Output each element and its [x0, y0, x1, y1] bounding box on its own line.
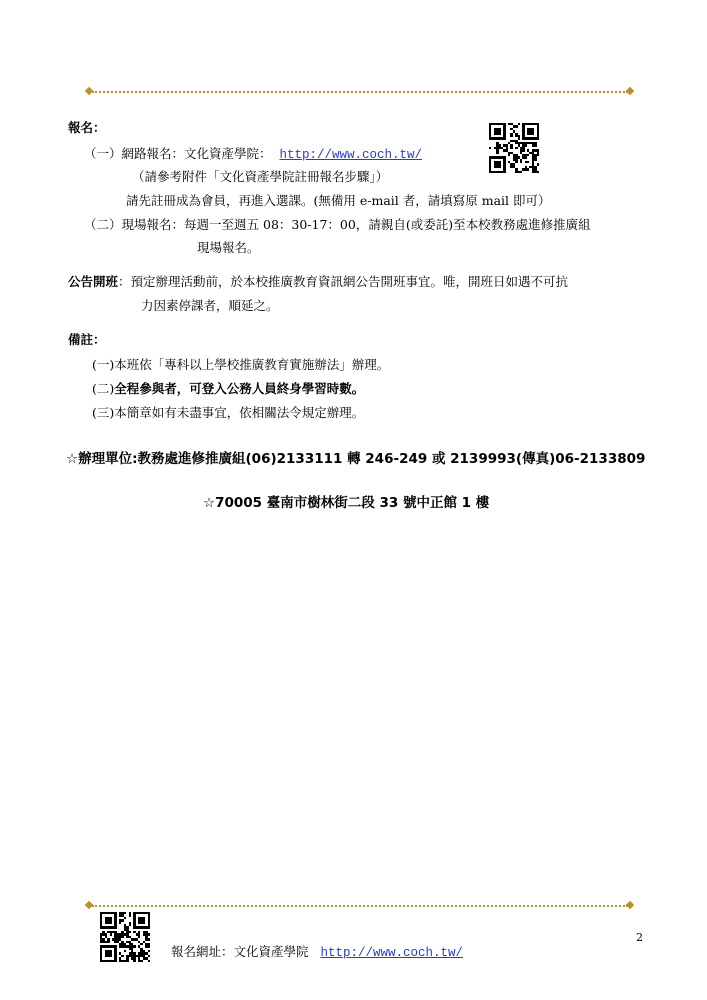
registration-url-link[interactable]: http://www.coch.tw/ — [279, 148, 423, 162]
registration-heading: 報名： — [68, 120, 106, 135]
announcement-text-1: 預定辦理活動前，於本校推廣教育資訊網公告開班事宜。唯，開班日如遇不可抗 — [130, 274, 569, 289]
announcement-line-1 — [68, 272, 568, 290]
contact-text: 辦理單位:教務處進修推廣組(06)2133111 轉 246-249 或 2139993(傳真)06-2133809 — [78, 451, 646, 467]
remarks-item-1: (一)本班依「專科以上學校推廣教育實施辦法」辦理。 — [92, 357, 390, 372]
item-2-text: 現場報名：每週一至週五 08：30-17：00，請親自(或委託)至本校教務處進修推廣組 — [121, 217, 591, 232]
remarks-item-2-prefix: (二) — [92, 381, 115, 396]
registration-item-2-cont: 現場報名。 — [197, 240, 260, 255]
remarks-heading: 備註： — [68, 332, 106, 347]
item-1-text: 網路報名：文化資產學院： — [121, 146, 272, 161]
footer-qr-code-icon — [100, 912, 150, 962]
contact-line — [66, 447, 645, 467]
announcement-colon: ： — [118, 274, 131, 289]
address-star-icon: ☆ — [203, 495, 216, 511]
remarks-item-2-bold: 全程參與者，可登入公務人員終身學習時數。 — [114, 381, 365, 396]
registration-item-1-note-1: （請參考附件「文化資產學院註冊報名步驟」） — [132, 169, 389, 184]
footer-divider — [92, 905, 628, 907]
footer-line — [171, 942, 463, 960]
item-1-prefix: （一） — [84, 146, 122, 161]
registration-item-1 — [84, 144, 422, 162]
announcement-label: 公告開班 — [68, 274, 119, 289]
footer-url-link[interactable]: http://www.coch.tw/ — [320, 946, 464, 960]
page-number: 2 — [636, 931, 643, 944]
remarks-item-2 — [92, 379, 364, 397]
qr-code-icon — [489, 123, 539, 173]
footer-label: 報名網址：文化資產學院 — [171, 944, 309, 959]
address-line — [203, 491, 489, 511]
announcement-line-2: 力因素停課者，順延之。 — [141, 298, 279, 313]
registration-item-1-note-2: 請先註冊成為會員，再進入選課。(無備用 e-mail 者，請填寫原 mail 即可） — [126, 193, 551, 208]
registration-item-2 — [84, 215, 591, 233]
remarks-item-3: (三)本簡章如有未盡事宜，依相關法令規定辦理。 — [92, 405, 365, 420]
star-icon: ☆ — [66, 451, 79, 467]
footer-divider-right-diamond — [626, 901, 634, 909]
divider-right-diamond — [626, 87, 634, 95]
item-2-prefix: （二） — [84, 217, 122, 232]
address-text: 70005 臺南市樹林街二段 33 號中正館 1 樓 — [215, 495, 490, 511]
top-divider — [92, 91, 628, 93]
